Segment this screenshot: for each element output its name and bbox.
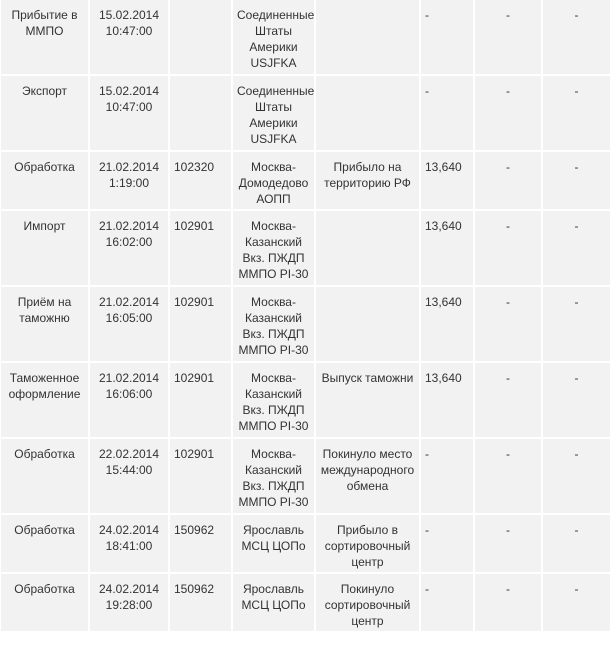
weight-cell: 13,640 — [421, 211, 473, 285]
operation-cell: Обработка — [1, 515, 88, 572]
weight-cell: 13,640 — [421, 287, 473, 361]
place-cell: Соединенные Штаты Америки USJFKA — [233, 76, 314, 150]
attribute-cell — [316, 211, 419, 285]
value-cell: - — [475, 439, 541, 513]
payment-cell: - — [543, 287, 610, 361]
weight-cell: - — [421, 574, 473, 631]
postal-index-cell: 102901 — [170, 363, 231, 437]
place-cell: Москва-Казанский Вкз. ПЖДП ММПО PI-30 — [233, 211, 314, 285]
table-row — [1, 152, 610, 209]
attribute-cell — [316, 0, 419, 74]
datetime-cell: 15.02.2014 10:47:00 — [90, 0, 168, 74]
postal-index-cell: 150962 — [170, 515, 231, 572]
datetime-cell: 15.02.2014 10:47:00 — [90, 76, 168, 150]
value-cell: - — [475, 287, 541, 361]
operation-cell: Таможенное оформление — [1, 363, 88, 437]
weight-cell: 13,640 — [421, 363, 473, 437]
place-cell: Москва-Казанский Вкз. ПЖДП ММПО PI-30 — [233, 363, 314, 437]
payment-cell: - — [543, 152, 610, 209]
attribute-cell: Выпуск таможни — [316, 363, 419, 437]
datetime-cell: 22.02.2014 15:44:00 — [90, 439, 168, 513]
value-cell: - — [475, 152, 541, 209]
value-cell: - — [475, 574, 541, 631]
datetime-cell: 21.02.2014 16:06:00 — [90, 363, 168, 437]
place-cell: Москва-Казанский Вкз. ПЖДП ММПО PI-30 — [233, 287, 314, 361]
place-cell: Ярославль МСЦ ЦОПо — [233, 515, 314, 572]
table-row — [1, 0, 610, 74]
value-cell: - — [475, 211, 541, 285]
datetime-cell: 24.02.2014 19:28:00 — [90, 574, 168, 631]
datetime-cell: 21.02.2014 16:05:00 — [90, 287, 168, 361]
operation-cell: Экспорт — [1, 76, 88, 150]
postal-index-cell — [170, 76, 231, 150]
payment-cell: - — [543, 439, 610, 513]
operation-cell: Импорт — [1, 211, 88, 285]
datetime-cell: 21.02.2014 1:19:00 — [90, 152, 168, 209]
payment-cell: - — [543, 574, 610, 631]
table-row — [1, 363, 610, 437]
operation-cell: Обработка — [1, 439, 88, 513]
place-cell: Ярославль МСЦ ЦОПо — [233, 574, 314, 631]
place-cell: Москва-Домодедово АОПП — [233, 152, 314, 209]
attribute-cell: Прибыло в сортировочный центр — [316, 515, 419, 572]
weight-cell: - — [421, 439, 473, 513]
value-cell: - — [475, 515, 541, 572]
operation-cell: Обработка — [1, 574, 88, 631]
table-row — [1, 439, 610, 513]
attribute-cell: Покинуло сортировочный центр — [316, 574, 419, 631]
payment-cell: - — [543, 515, 610, 572]
value-cell: - — [475, 363, 541, 437]
postal-index-cell: 102901 — [170, 211, 231, 285]
place-cell: Москва-Казанский Вкз. ПЖДП ММПО PI-30 — [233, 439, 314, 513]
table-row — [1, 574, 610, 631]
postal-index-cell: 102901 — [170, 439, 231, 513]
postal-index-cell: 102901 — [170, 287, 231, 361]
datetime-cell: 24.02.2014 18:41:00 — [90, 515, 168, 572]
weight-cell: - — [421, 515, 473, 572]
weight-cell: - — [421, 0, 473, 74]
attribute-cell: Прибыло на территорию РФ — [316, 152, 419, 209]
operation-cell: Приём на таможню — [1, 287, 88, 361]
place-cell: Соединенные Штаты Америки USJFKA — [233, 0, 314, 74]
attribute-cell — [316, 287, 419, 361]
postal-index-cell — [170, 0, 231, 74]
payment-cell: - — [543, 76, 610, 150]
value-cell: - — [475, 76, 541, 150]
postal-index-cell: 150962 — [170, 574, 231, 631]
weight-cell: 13,640 — [421, 152, 473, 209]
datetime-cell: 21.02.2014 16:02:00 — [90, 211, 168, 285]
operation-cell: Обработка — [1, 152, 88, 209]
payment-cell: - — [543, 211, 610, 285]
table-row — [1, 287, 610, 361]
attribute-cell — [316, 76, 419, 150]
table-row — [1, 76, 610, 150]
table-row — [1, 515, 610, 572]
payment-cell: - — [543, 0, 610, 74]
operation-cell: Прибытие в ММПО — [1, 0, 88, 74]
payment-cell: - — [543, 363, 610, 437]
weight-cell: - — [421, 76, 473, 150]
value-cell: - — [475, 0, 541, 74]
table-row — [1, 211, 610, 285]
attribute-cell: Покинуло место международного обмена — [316, 439, 419, 513]
postal-index-cell: 102320 — [170, 152, 231, 209]
